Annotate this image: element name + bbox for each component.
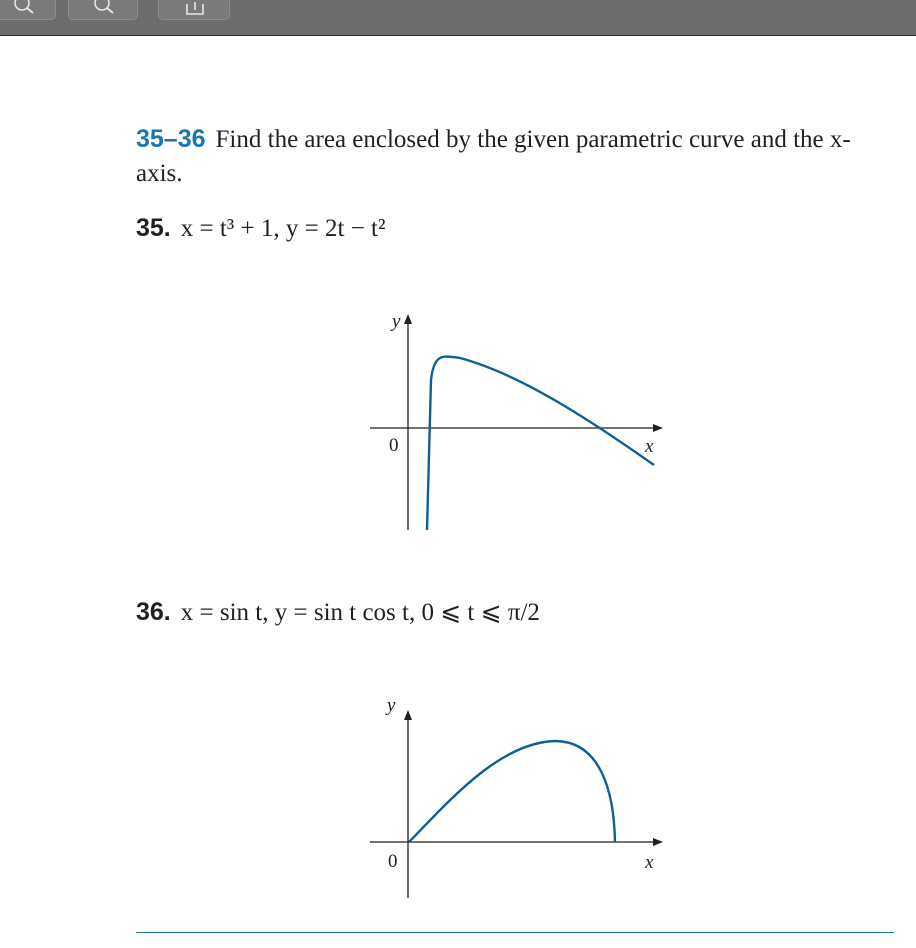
- x-axis-arrow: [653, 838, 663, 846]
- y-axis-label: y: [387, 695, 396, 716]
- y-axis-arrow: [404, 710, 412, 720]
- problem-equation: x = sin t, y = sin t cos t, 0 ⩽ t ⩽ π/2: [180, 599, 540, 626]
- origin-label: 0: [389, 435, 399, 456]
- x-axis-label: x: [645, 436, 654, 457]
- problem-equation: x = t³ + 1, y = 2t − t²: [180, 215, 386, 242]
- problem-number: 36.: [136, 598, 171, 626]
- instruction-text: Find the area enclosed by the given parametric curve and the x-axis.: [136, 126, 851, 187]
- x-axis-label: x: [645, 852, 654, 873]
- section-divider: [136, 932, 894, 933]
- origin-label: 0: [388, 851, 398, 872]
- y-axis-label: y: [392, 311, 401, 332]
- problem-number: 35.: [136, 214, 171, 242]
- exercise-range: 35–36: [136, 125, 206, 153]
- parametric-curve: [409, 741, 615, 842]
